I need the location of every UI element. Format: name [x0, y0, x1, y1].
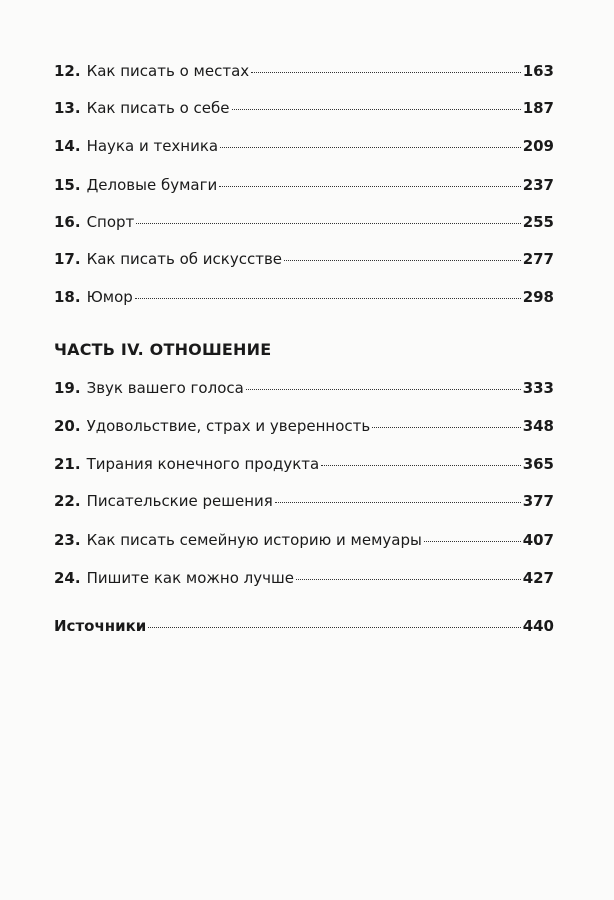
- entry-number: 15.: [54, 176, 81, 194]
- entry-title: Деловые бумаги: [86, 176, 218, 194]
- entry-page: 163: [522, 62, 554, 80]
- entry-title: Тирания конечного продукта: [86, 455, 320, 473]
- leader-dots: [284, 260, 521, 261]
- leader-dots: [246, 389, 521, 390]
- toc-entry: [54, 136, 554, 156]
- toc-entry: [54, 454, 554, 474]
- entry-page: 440: [522, 617, 554, 635]
- toc-entry: [54, 530, 554, 550]
- entry-page: 365: [522, 455, 554, 473]
- entry-number: 23.: [54, 531, 81, 549]
- toc-entry: [54, 568, 554, 588]
- entry-title: Пишите как можно лучше: [86, 569, 294, 587]
- entry-title: Писательские решения: [86, 492, 273, 510]
- entry-number: 18.: [54, 288, 81, 306]
- entry-page: 348: [522, 417, 554, 435]
- leader-dots: [148, 627, 520, 628]
- part-heading: ЧАСТЬ IV. ОТНОШЕНИЕ: [54, 340, 272, 359]
- entry-title: Как писать о местах: [86, 62, 250, 80]
- entry-page: 187: [522, 99, 554, 117]
- leader-dots: [296, 579, 521, 580]
- entry-title: Как писать о себе: [86, 99, 230, 117]
- leader-dots: [424, 541, 521, 542]
- entry-page: 377: [522, 492, 554, 510]
- toc-entry: [54, 98, 554, 118]
- entry-number: 12.: [54, 62, 81, 80]
- entry-title: Наука и техника: [86, 137, 219, 155]
- entry-title: Спорт: [86, 213, 135, 231]
- toc-entry: [54, 491, 554, 511]
- toc-entry: [54, 378, 554, 398]
- entry-title: Удовольствие, страх и уверенность: [86, 417, 371, 435]
- entry-page: 255: [522, 213, 554, 231]
- entry-number: 13.: [54, 99, 81, 117]
- entry-page: 333: [522, 379, 554, 397]
- entry-page: 237: [522, 176, 554, 194]
- entry-number: 22.: [54, 492, 81, 510]
- entry-number: 21.: [54, 455, 81, 473]
- toc-entry: [54, 249, 554, 269]
- leader-dots: [372, 427, 520, 428]
- entry-page: 427: [522, 569, 554, 587]
- entry-title: Юмор: [86, 288, 133, 306]
- toc-entry: [54, 61, 554, 81]
- toc-entry: [54, 212, 554, 232]
- entry-page: 277: [522, 250, 554, 268]
- entry-page: 209: [522, 137, 554, 155]
- toc-entry: [54, 287, 554, 307]
- toc-entry-sources: [54, 616, 554, 636]
- leader-dots: [275, 502, 521, 503]
- leader-dots: [251, 72, 521, 73]
- entry-title: Звук вашего голоса: [86, 379, 244, 397]
- entry-number: 24.: [54, 569, 81, 587]
- leader-dots: [232, 109, 521, 110]
- leader-dots: [321, 465, 520, 466]
- leader-dots: [219, 186, 520, 187]
- entry-page: 407: [522, 531, 554, 549]
- entry-number: 14.: [54, 137, 81, 155]
- entry-title: Как писать об искусстве: [86, 250, 283, 268]
- leader-dots: [135, 298, 521, 299]
- toc-entry: [54, 416, 554, 436]
- entry-title: Источники: [54, 617, 147, 635]
- entry-page: 298: [522, 288, 554, 306]
- entry-number: 20.: [54, 417, 81, 435]
- leader-dots: [220, 147, 521, 148]
- entry-number: 19.: [54, 379, 81, 397]
- leader-dots: [136, 223, 520, 224]
- entry-title: Как писать семейную историю и мемуары: [86, 531, 422, 549]
- entry-number: 17.: [54, 250, 81, 268]
- entry-number: 16.: [54, 213, 81, 231]
- toc-entry: [54, 175, 554, 195]
